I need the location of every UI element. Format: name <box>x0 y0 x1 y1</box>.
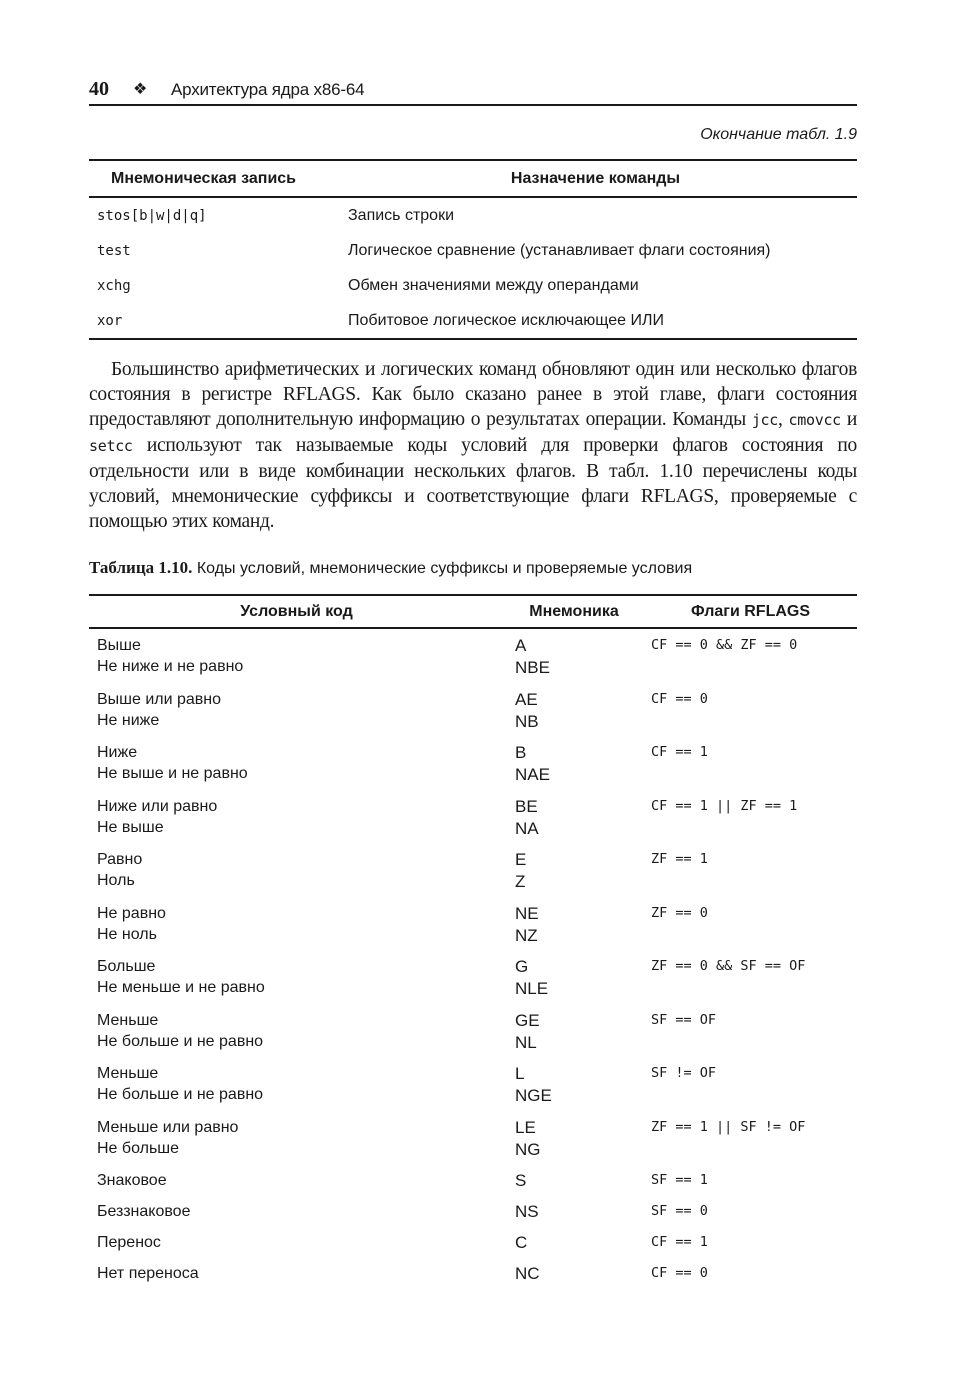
page-number: 40 <box>89 78 109 100</box>
column-header-purpose: Назначение команды <box>334 160 857 197</box>
inline-code-setcc: setcc <box>89 437 133 455</box>
condition-text: Не ниже <box>97 711 160 729</box>
condition-text: Выше или равно <box>97 690 222 708</box>
mnemonic-cell: stos[b|w|d|q] <box>97 207 207 224</box>
body-paragraph <box>89 357 857 534</box>
mnemonic-cell: test <box>97 242 131 259</box>
table-row <box>89 268 857 303</box>
condition-text: Не меньше и не равно <box>97 979 265 996</box>
mnemonic-cell <box>504 628 644 689</box>
mnemonic-text: NAE <box>515 765 550 784</box>
table-row <box>89 303 857 339</box>
condition-text: Ноль <box>97 872 135 889</box>
mnemonic-cell <box>504 956 644 1010</box>
mnemonic-text: NA <box>515 818 539 838</box>
mnemonic-cell: xchg <box>97 277 131 294</box>
column-header-condition-code: Условный код <box>89 595 504 628</box>
paragraph-text: используют так называемые коды условий для проверки флагов состояния по отдельности или в виде комбинации нескольких флагов. В табл. 1.10 перечислены коды условий, мнемонические суффиксы и соответствующие флаги RFLAGS, проверяемые с помощью этих команд. <box>89 435 857 532</box>
paragraph-text: , <box>778 409 789 430</box>
mnemonic-cell <box>504 903 644 957</box>
condition-text: Не больше <box>97 1139 180 1157</box>
mnemonic-text: NG <box>515 1139 541 1159</box>
table-row <box>89 233 857 268</box>
flags-cell: CF == 0 && ZF == 0 <box>651 637 798 653</box>
flags-cell: CF == 1 <box>651 1234 708 1250</box>
condition-cell <box>89 689 504 743</box>
table-row <box>89 1263 857 1294</box>
table-row <box>89 903 857 957</box>
column-header-mnemonic: Мнемоника <box>504 595 644 628</box>
table-row <box>89 1063 857 1117</box>
column-header-mnemonic: Мнемоническая запись <box>89 160 334 197</box>
table-row <box>89 742 857 796</box>
table-row <box>89 689 857 743</box>
table-row <box>89 1117 857 1171</box>
table-header-row <box>89 160 857 197</box>
mnemonic-cell <box>504 1010 644 1064</box>
condition-cell: Знаковое <box>97 1172 167 1189</box>
inline-code-jcc: jcc <box>751 411 779 429</box>
flags-cell: SF == OF <box>651 1011 717 1028</box>
mnemonic-text: L <box>515 1064 525 1083</box>
mnemonic-cell <box>504 1117 644 1171</box>
condition-text: Меньше <box>97 1011 159 1029</box>
condition-text: Не больше и не равно <box>97 1032 264 1050</box>
mnemonic-text: BE <box>515 796 538 816</box>
flags-cell: ZF == 0 <box>651 904 708 921</box>
mnemonic-cell <box>504 796 644 850</box>
mnemonic-cell: xor <box>97 312 123 329</box>
mnemonic-cell <box>504 849 644 903</box>
mnemonic-text: NBE <box>515 658 550 677</box>
ornament-icon: ❖ <box>133 81 148 98</box>
condition-text: Не выше <box>97 818 164 836</box>
inline-code-cmovcc: cmovcc <box>788 411 841 429</box>
mnemonic-text: Z <box>515 872 526 891</box>
flags-cell: CF == 1 || ZF == 1 <box>651 797 798 814</box>
mnemonic-text: A <box>515 636 527 655</box>
running-header <box>89 74 857 106</box>
mnemonic-cell <box>504 1063 644 1117</box>
purpose-cell: Побитовое логическое исключающее ИЛИ <box>348 311 665 329</box>
flags-cell: SF != OF <box>651 1065 717 1081</box>
paragraph-text: и <box>840 409 857 430</box>
mnemonic-text: LE <box>515 1117 536 1137</box>
flags-cell: ZF == 1 <box>651 851 708 867</box>
mnemonic-cell <box>504 742 644 796</box>
caption-label: Таблица 1.10. <box>89 558 193 577</box>
column-header-flags: Флаги RFLAGS <box>644 595 857 628</box>
condition-text: Не больше и не равно <box>97 1086 264 1103</box>
flags-cell: CF == 0 <box>651 1265 708 1281</box>
mnemonic-cell: S <box>515 1171 527 1190</box>
condition-cell: Беззнаковое <box>97 1203 191 1220</box>
condition-cell: Перенос <box>97 1234 161 1251</box>
mnemonic-text: G <box>515 957 529 976</box>
mnemonic-text: NL <box>515 1032 537 1052</box>
flags-cell: SF == 0 <box>651 1203 708 1219</box>
mnemonic-text: NB <box>515 711 539 731</box>
chapter-title: Архитектура ядра x86-64 <box>171 80 365 99</box>
paragraph-text: Большинство арифметических и логических команд обновляют один или несколько флагов состояния в регистре RFLAGS. Как было сказано ранее в этой главе, флаги состояния предоставляют дополнительную информацию о результатах операции. Команды <box>89 359 857 430</box>
mnemonic-cell: C <box>515 1233 528 1252</box>
condition-cell <box>89 903 504 957</box>
mnemonic-text: GE <box>515 1010 540 1030</box>
table-row <box>89 197 857 233</box>
table-row <box>89 1010 857 1064</box>
flags-cell: CF == 0 <box>651 690 708 707</box>
table-row <box>89 796 857 850</box>
table-row <box>89 1170 857 1201</box>
condition-text: Выше <box>97 637 141 654</box>
flags-cell: CF == 1 <box>651 744 708 760</box>
mnemonic-cell <box>504 689 644 743</box>
purpose-cell: Запись строки <box>348 206 455 224</box>
table-header-row <box>89 595 857 628</box>
condition-text: Меньше или равно <box>97 1118 239 1136</box>
condition-cell: Нет переноса <box>97 1265 199 1282</box>
table-1-9 <box>89 159 857 340</box>
mnemonic-text: E <box>515 850 527 869</box>
mnemonic-text: NZ <box>515 925 538 945</box>
purpose-cell: Обмен значениями между операндами <box>348 276 639 294</box>
mnemonic-text: NLE <box>515 979 549 998</box>
condition-text: Ниже или равно <box>97 797 218 815</box>
caption-text: Коды условий, мнемонические суффиксы и проверяемые условия <box>192 560 693 577</box>
condition-cell <box>89 956 504 1010</box>
mnemonic-cell: NC <box>515 1264 540 1283</box>
condition-text: Не ноль <box>97 925 157 943</box>
condition-cell <box>89 796 504 850</box>
condition-text: Ниже <box>97 744 138 761</box>
table-row <box>89 849 857 903</box>
table-row <box>89 1201 857 1232</box>
table-row <box>89 956 857 1010</box>
mnemonic-text: NGE <box>515 1086 552 1105</box>
mnemonic-cell: NS <box>515 1202 539 1221</box>
purpose-cell: Логическое сравнение (устанавливает флаги состояния) <box>348 241 771 259</box>
condition-text: Больше <box>97 958 156 975</box>
condition-cell <box>89 1117 504 1171</box>
condition-cell <box>89 742 504 796</box>
condition-cell <box>89 628 504 689</box>
mnemonic-text: B <box>515 743 527 762</box>
mnemonic-text: NE <box>515 903 539 923</box>
table-continuation-note: Окончание табл. 1.9 <box>700 126 857 143</box>
flags-cell: ZF == 0 && SF == OF <box>651 958 806 974</box>
table-caption <box>89 558 692 578</box>
condition-text: Равно <box>97 851 143 868</box>
mnemonic-text: AE <box>515 689 538 709</box>
table-1-10 <box>89 594 857 1294</box>
condition-cell <box>89 849 504 903</box>
condition-text: Не равно <box>97 904 166 922</box>
flags-cell: SF == 1 <box>651 1172 708 1188</box>
condition-text: Не выше и не равно <box>97 765 248 782</box>
table-row <box>89 1232 857 1263</box>
condition-text: Не ниже и не равно <box>97 658 244 675</box>
condition-cell <box>89 1063 504 1117</box>
flags-cell: ZF == 1 || SF != OF <box>651 1118 806 1135</box>
condition-text: Меньше <box>97 1065 159 1082</box>
condition-cell <box>89 1010 504 1064</box>
table-row <box>89 628 857 689</box>
